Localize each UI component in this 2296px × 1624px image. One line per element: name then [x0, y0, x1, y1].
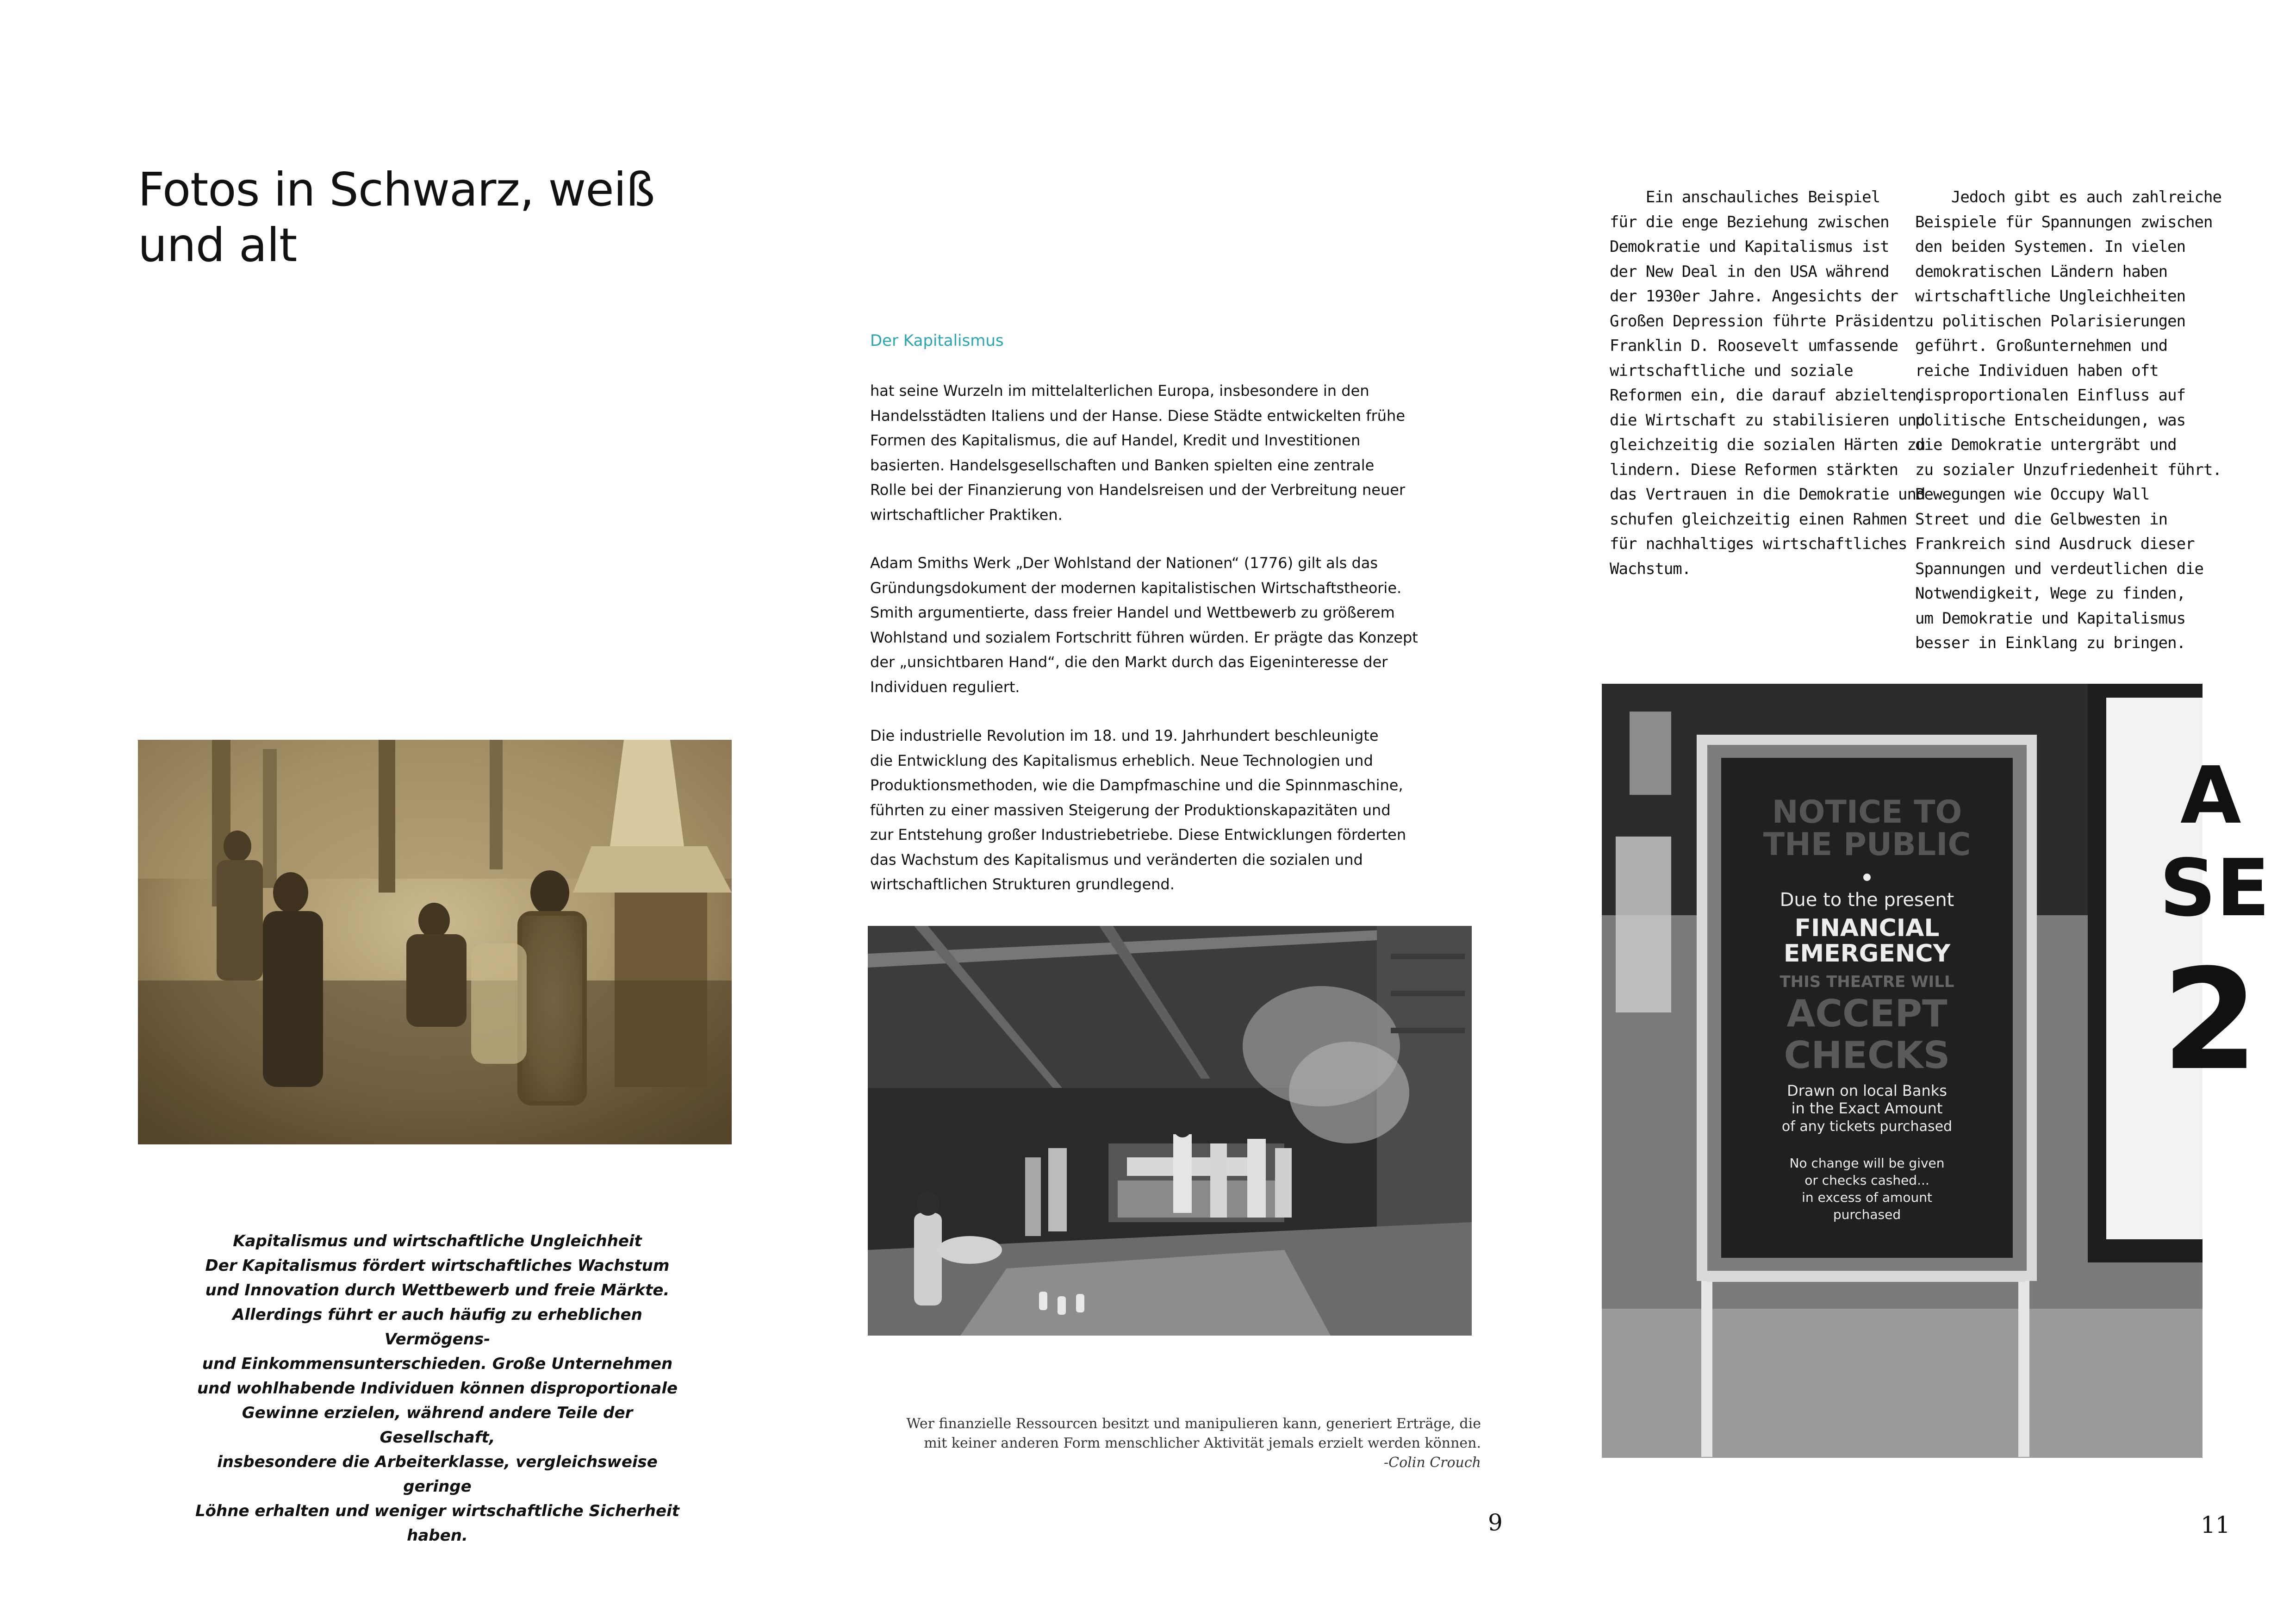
text-line: der New Deal in den USA während [1610, 262, 1889, 281]
caption-line: und Einkommensunterschieden. Große Unternehmen [202, 1355, 673, 1373]
text-line: Jedoch gibt es auch zahlreiche [1915, 188, 2221, 206]
glassworks-engraving [868, 926, 1472, 1336]
text-line: Franklin D. Roosevelt umfassende [1610, 337, 1898, 355]
sign-accept: ACCEPT [1786, 992, 1948, 1035]
text-line: der 1930er Jahre. Angesichts der [1610, 287, 1898, 306]
quote-author: -Colin Crouch [1384, 1455, 1481, 1471]
text-line: Beispiele für Spannungen zwischen [1915, 212, 2213, 231]
paragraph-industrial-revolution [870, 724, 1481, 897]
paragraph-origins [870, 379, 1481, 527]
new-deal-column [1610, 185, 1925, 581]
text-line: politische Entscheidungen, was [1915, 411, 2186, 430]
text-line: demokratischen Ländern haben [1915, 262, 2168, 281]
text-line: disproportionalen Einfluss auf [1915, 386, 2186, 405]
text-line: das Wachstum des Kapitalismus und veränderten die sozialen und [870, 850, 1363, 868]
child-labor-photo-image [138, 740, 732, 1144]
sign-theatre: THIS THEATRE WILL [1780, 973, 1954, 991]
caption-line: haben. [407, 1526, 468, 1545]
text-line: zur Entstehung großer Industriebetriebe. Diese Entwicklungen förderten [870, 826, 1406, 843]
text-line: Adam Smiths Werk „Der Wohlstand der Nationen“ (1776) gilt als das [870, 554, 1378, 572]
caption-line: und Innovation durch Wettbewerb und freie Märkte. [205, 1281, 670, 1299]
sign-tickets: of any tickets purchased [1781, 1118, 1953, 1135]
sign-financial: FINANCIAL [1794, 914, 1940, 942]
text-line: Ein anschauliches Beispiel [1610, 188, 1880, 206]
inequality-caption [187, 1229, 687, 1548]
text-line: führten zu einer massiven Steigerung der Produktionskapazitäten und [870, 801, 1391, 819]
page-title-line-1: Fotos in Schwarz, weiß [138, 162, 655, 217]
text-line: die Wirtschaft zu stabilisieren und [1610, 411, 1925, 430]
text-line: Notwendigkeit, Wege zu finden, [1915, 584, 2186, 603]
text-line: geführt. Großunternehmen und [1915, 337, 2168, 355]
sign-cashed: or checks cashed... [1804, 1173, 1929, 1188]
text-line: die Entwicklung des Kapitalismus erheblich. Neue Technologien und [870, 751, 1373, 769]
text-line: besser in Einklang zu bringen. [1915, 634, 2186, 652]
text-line: reiche Individuen haben oft [1915, 361, 2159, 380]
text-line: wirtschaftlicher Praktiken. [870, 506, 1063, 524]
section-heading: Der Kapitalismus [870, 331, 1004, 350]
caption-line: Kapitalismus und wirtschaftliche Ungleichheit [233, 1232, 642, 1250]
text-line: Reformen ein, die darauf abzielten, [1610, 386, 1925, 405]
sign-checks: CHECKS [1784, 1034, 1950, 1077]
text-line: zu sozialer Unzufriedenheit führt. [1915, 460, 2221, 479]
text-line: Handelsstädten Italiens und der Hanse. Diese Städte entwickelten frühe [870, 406, 1405, 425]
page-title-line-2: und alt [138, 218, 297, 272]
sign-purchased: purchased [1833, 1207, 1901, 1222]
quote-line-1: Wer finanzielle Ressourcen besitzt und manipulieren kann, generiert Erträge, die [906, 1416, 1481, 1432]
sign-notice: NOTICE TO [1772, 794, 1962, 831]
text-line: Spannungen und verdeutlichen die [1915, 559, 2204, 578]
tensions-column [1915, 185, 2221, 656]
text-line: das Vertrauen in die Demokratie und [1610, 485, 1925, 504]
paragraph-adam-smith [870, 551, 1481, 700]
caption-line: und wohlhabende Individuen können disproportionale [197, 1379, 678, 1398]
sign-no-change: No change will be given [1789, 1156, 1945, 1171]
text-line: für die enge Beziehung zwischen [1610, 212, 1889, 231]
caption-line: insbesondere die Arbeiterklasse, vergleichsweise geringe [217, 1453, 658, 1496]
text-line: Gründungsdokument der modernen kapitalistischen Wirtschaftstheorie. [870, 579, 1402, 597]
text-line: Wachstum. [1610, 559, 1691, 578]
text-line: der „unsichtbaren Hand“, die den Markt durch das Eigeninteresse der [870, 653, 1388, 671]
text-line: um Demokratie und Kapitalismus [1915, 609, 2186, 628]
text-line: Großen Depression führte Präsident [1610, 312, 1916, 331]
child-labor-photo [138, 740, 732, 1144]
text-line: wirtschaftliche Ungleichheiten [1915, 287, 2186, 306]
text-line: Die industrielle Revolution im 18. und 19. Jahrhundert beschleunigte [870, 727, 1379, 744]
sign-drawn: Drawn on local Banks [1787, 1082, 1947, 1099]
sign-emergency: EMERGENCY [1783, 940, 1951, 968]
page-number-11: 11 [2201, 1512, 2230, 1538]
text-line: die Demokratie untergräbt und [1915, 436, 2177, 454]
sign-exact: in the Exact Amount [1791, 1099, 1943, 1117]
text-line: Produktionsmethoden, wie die Dampfmaschine und die Spinnmaschine, [870, 776, 1403, 794]
text-line: schufen gleichzeitig einen Rahmen [1610, 510, 1907, 529]
caption-line: Der Kapitalismus fördert wirtschaftliches Wachstum [205, 1256, 670, 1275]
text-line: Demokratie und Kapitalismus ist [1610, 237, 1889, 256]
sign-public: THE PUBLIC [1763, 826, 1971, 863]
text-line: Street und die Gelbwesten in [1915, 510, 2168, 529]
text-line: hat seine Wurzeln im mittelalterlichen Europa, insbesondere in den [870, 382, 1369, 400]
sign-excess: in excess of amount [1802, 1190, 1932, 1205]
financial-emergency-photo-image [1602, 684, 2270, 1458]
text-line: lindern. Diese Reformen stärkten [1610, 460, 1898, 479]
poster-letters-se: SE [2159, 843, 2270, 934]
text-line: Rolle bei der Finanzierung von Handelsreisen und der Verbreitung neuer [870, 481, 1406, 499]
financial-emergency-photo [1602, 684, 2270, 1458]
text-line: Smith argumentierte, dass freier Handel und Wettbewerb zu größerem [870, 604, 1395, 621]
text-line: den beiden Systemen. In vielen [1915, 237, 2186, 256]
glassworks-engraving-image [868, 926, 1472, 1336]
text-line: Bewegungen wie Occupy Wall [1915, 485, 2150, 504]
poster-letter-a: A [2180, 750, 2241, 842]
quote-line-2: mit keiner anderen Form menschlicher Aktivität jemals erzielt werden können. [924, 1435, 1481, 1451]
text-line: Individuen reguliert. [870, 678, 1020, 696]
poster-number: 2 [2162, 939, 2259, 1101]
text-line: wirtschaftliche und soziale [1610, 361, 1853, 380]
text-line: Formen des Kapitalismus, die auf Handel, Kredit und Investitionen [870, 431, 1361, 449]
text-line: Frankreich sind Ausdruck dieser [1915, 535, 2195, 553]
text-line: wirtschaftlichen Strukturen grundlegend. [870, 875, 1175, 893]
text-line: zu politischen Polarisierungen [1915, 312, 2186, 331]
caption-line: Löhne erhalten und weniger wirtschaftliche Sicherheit [195, 1502, 679, 1520]
text-line: basierten. Handelsgesellschaften und Banken spielten eine zentrale [870, 456, 1375, 474]
caption-line: Allerdings führt er auch häufig zu erheblichen Vermögens- [232, 1305, 642, 1349]
page-title [138, 162, 693, 273]
page-number-9: 9 [1488, 1509, 1503, 1536]
colin-crouch-quote [861, 1414, 1481, 1473]
caption-line: Gewinne erzielen, während andere Teile der Gesellschaft, [242, 1404, 633, 1447]
text-line: Wohlstand und sozialem Fortschritt führen würden. Er prägte das Konzept [870, 628, 1418, 646]
text-line: gleichzeitig die sozialen Härten zu [1610, 436, 1925, 454]
sign-due-to: Due to the present [1780, 889, 1954, 911]
text-line: für nachhaltiges wirtschaftliches [1610, 535, 1907, 553]
